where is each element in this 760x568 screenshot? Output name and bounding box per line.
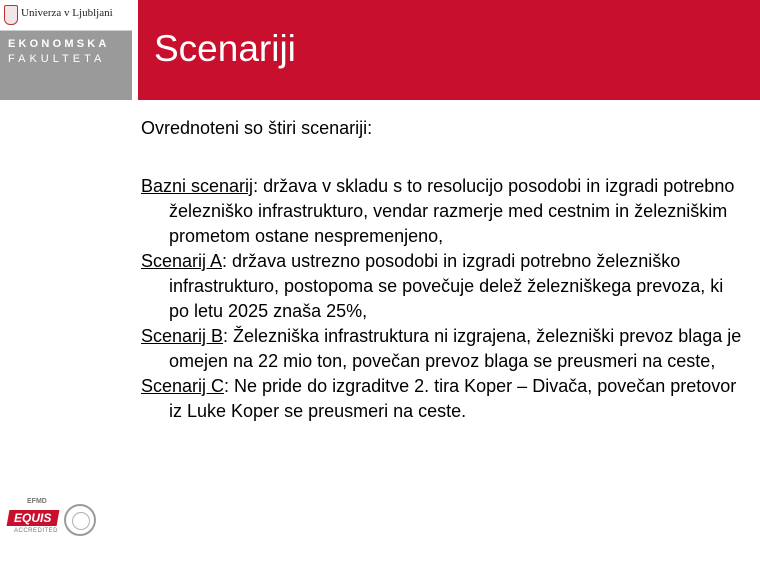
intro-text: Ovrednoteni so štiri scenariji:: [141, 118, 373, 138]
logo-line-ekonomska: EKONOMSKA: [8, 38, 110, 50]
efmd-label: EFMD: [27, 498, 47, 505]
scenario-label: Bazni scenarij: [141, 176, 254, 196]
equis-label: EQUIS: [14, 511, 52, 525]
university-crest-icon: [4, 5, 18, 25]
accredited-label: ACCREDITED: [14, 528, 59, 534]
scenario-label: Scenarij A: [141, 251, 223, 271]
header-band: [138, 0, 760, 100]
scenario-label: Scenarij C: [141, 376, 225, 396]
logo-line-fakulteta: FAKULTETA: [8, 53, 106, 65]
scenario-item: [141, 174, 746, 249]
accreditation-seal-icon: [64, 504, 96, 536]
scenario-item: [141, 374, 746, 424]
slide-content: [141, 116, 746, 424]
equis-logo: [4, 496, 60, 538]
scenario-text: : država v skladu s to resolucijo posodobi in izgradi potrebno železniško infrastrukturo, vendar razmerje med cestnim in železniškim prometom ostane nespremenjeno,: [169, 176, 735, 246]
scenario-text: : država ustrezno posodobi in izgradi potrebno železniško infrastrukturo, postopoma se povečuje delež železniškega prevoza, ki po letu 2025 znaša 25%,: [169, 251, 724, 321]
scenario-text: : Ne pride do izgraditve 2. tira Koper – Divača, povečan pretovor iz Luke Koper se preusmeri na ceste.: [169, 376, 737, 421]
university-name: Univerza v Ljubljani: [21, 7, 113, 19]
faculty-logo: [0, 0, 132, 100]
scenario-text: : Železniška infrastruktura ni izgrajena, železniški prevoz blaga je omejen na 22 mio ton, povečan prevoz blaga se preusmeri na ceste,: [169, 326, 742, 371]
scenario-label: Scenarij B: [141, 326, 224, 346]
university-banner: [0, 0, 132, 31]
scenario-item: [141, 249, 746, 324]
scenario-item: [141, 324, 746, 374]
slide-title: Scenariji: [154, 28, 296, 69]
